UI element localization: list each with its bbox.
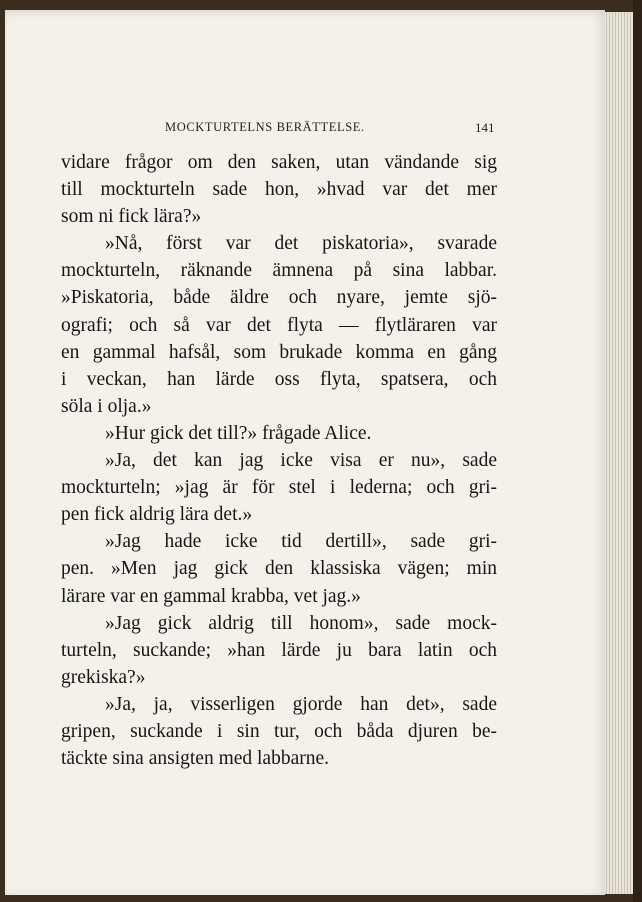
text-line: »Jag hade icke tid dertill», sade gri- (105, 531, 497, 553)
text-line: gripen, suckande i sin tur, och båda djuren be- (61, 720, 497, 742)
text-line: »Jag gick aldrig till honom», sade mock- (105, 612, 497, 634)
text-line: »Hur gick det till?» frågade Alice. (105, 422, 372, 444)
text-line: i veckan, han lärde oss flyta, spatsera, och (61, 368, 497, 390)
text-line: vidare frågor om den saken, utan vändande sig (61, 152, 497, 173)
page-edges (604, 12, 634, 894)
text-line: täckte sina ansigten med labbarne. (61, 748, 330, 770)
text-line: ografi; och så var det flyta — flytläraren var (61, 314, 497, 336)
text-line: mockturteln, räknande ämnena på sina labbar. (61, 260, 497, 282)
text-line: pen fick aldrig lära det.» (61, 504, 253, 526)
body-text (61, 149, 497, 772)
running-head-title: MOCKTURTELNS BERÄTTELSE. (165, 120, 365, 134)
text-line: grekiska?» (61, 666, 146, 688)
text-line: »Nå, först var det piskatoria», svarade (105, 233, 497, 255)
text-line: lärare var en gammal krabba, vet jag.» (61, 585, 361, 607)
text-line: »Piskatoria, både äldre och nyare, jemte sjö- (61, 287, 497, 309)
book-page (5, 10, 605, 895)
text-line: en gammal hafsål, som brukade komma en gång (61, 341, 497, 363)
text-line: som ni fick lära?» (61, 206, 202, 228)
text-line: mockturteln; »jag är för stel i lederna; och gri- (61, 477, 497, 499)
text-line: pen. »Men jag gick den klassiska vägen; min (61, 558, 497, 580)
text-line: söla i olja.» (61, 395, 152, 417)
text-line: »Ja, det kan jag icke visa er nu», sade (105, 450, 497, 472)
page-number: 141 (475, 120, 495, 135)
book-cover-edge (633, 0, 642, 902)
text-line: till mockturteln sade hon, »hvad var det mer (61, 179, 497, 201)
text-line: »Ja, ja, visserligen gjorde han det», sade (105, 693, 497, 715)
running-head (5, 120, 605, 140)
text-line: turteln, suckande; »han lärde ju bara latin och (61, 639, 497, 661)
